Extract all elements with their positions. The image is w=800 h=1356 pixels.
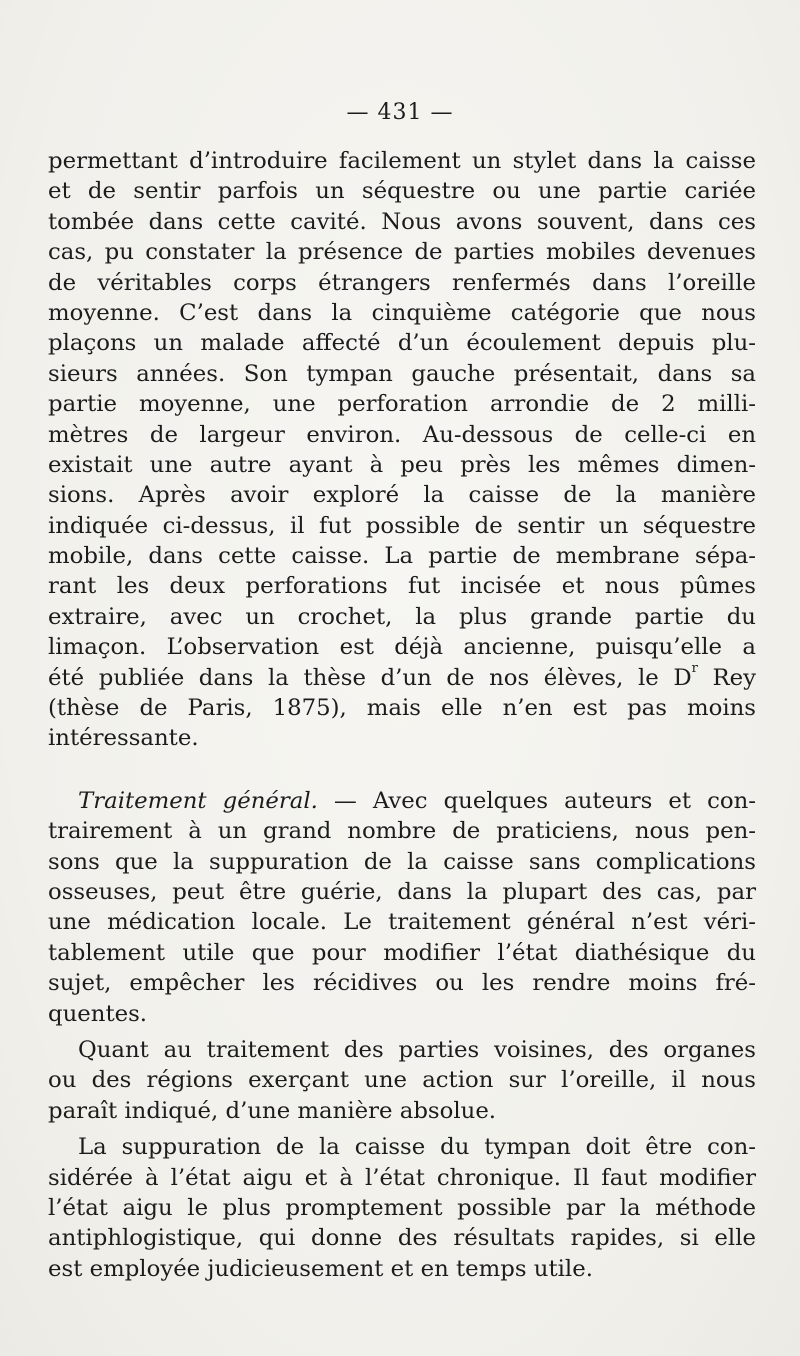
text-line: indiquée ci-dessus, il fut possible de sentir un séquestre: [48, 512, 756, 539]
text-line: sieurs années. Son tympan gauche présentait, dans sa: [48, 360, 756, 387]
text-line: paraît indiqué, d’une manière absolue.: [48, 1097, 497, 1124]
text-line: et de sentir parfois un séquestre ou une partie cariée: [48, 178, 756, 205]
text-line: intéressante.: [48, 725, 199, 752]
text-line: osseuses, peut être guérie, dans la plupart des cas, par: [48, 878, 756, 905]
text-line: sons que la suppuration de la caisse sans complications: [48, 848, 756, 875]
text-line: mobile, dans cette caisse. La partie de membrane sépa-: [48, 543, 756, 570]
body-text: [48, 146, 756, 1284]
page-number: — 431 —: [346, 100, 454, 125]
doctor-abbreviation-superscript: r: [691, 660, 698, 676]
text-line: Quant au traitement des parties voisines, des organes: [78, 1036, 756, 1063]
text-line: La suppuration de la caisse du tympan doit être con-: [78, 1134, 756, 1161]
text-line: mètres de largeur environ. Au-dessous de celle-ci en: [48, 421, 756, 448]
text-line: tombée dans cette cavité. Nous avons souvent, dans ces: [48, 208, 756, 235]
text-segment: — Avec quelques auteurs et con-: [317, 787, 756, 814]
text-line-with-doctor: [48, 660, 756, 693]
doctor-name: Rey: [697, 664, 756, 691]
text-line: l’état aigu le plus promptement possible par la méthode: [48, 1194, 756, 1221]
section-heading: Traitement général.: [78, 787, 318, 814]
text-line: une médication locale. Le traitement général n’est véri-: [48, 909, 756, 936]
text-line: moyenne. C’est dans la cinquième catégorie que nous: [48, 299, 756, 326]
text-line: cas, pu constater la présence de parties mobiles devenues: [48, 239, 756, 266]
text-line: trairement à un grand nombre de praticiens, nous pen-: [48, 818, 756, 845]
text-line: sujet, empêcher les récidives ou les rendre moins fré-: [48, 970, 756, 997]
text-line: permettant d’introduire facilement un stylet dans la caisse: [48, 148, 756, 174]
text-line: rant les deux perforations fut incisée et nous pûmes: [48, 573, 756, 600]
text-line: existait une autre ayant à peu près les mêmes dimen-: [48, 451, 756, 478]
text-line: de véritables corps étrangers renfermés dans l’oreille: [48, 269, 756, 296]
paragraph-spacer: [48, 754, 756, 786]
text-line: tablement utile que pour modifier l’état diathésique du: [48, 939, 756, 966]
text-line: sions. Après avoir exploré la caisse de la manière: [48, 482, 756, 509]
section-heading-line: [48, 786, 756, 816]
text-line: est employée judicieusement et en temps utile.: [48, 1255, 593, 1282]
text-segment: été publiée dans la thèse d’un de nos élèves, le D: [48, 664, 692, 691]
text-line: antiphlogistique, qui donne des résultats rapides, si elle: [48, 1225, 756, 1252]
text-line: plaçons un malade affecté d’un écoulement depuis plu-: [48, 330, 756, 357]
text-line: extraire, avec un crochet, la plus grande partie du: [48, 603, 756, 630]
text-line: limaçon. L’observation est déjà ancienne, puisqu’elle a: [48, 634, 756, 661]
text-line: (thèse de Paris, 1875), mais elle n’en est pas moins: [48, 695, 756, 722]
text-line: ou des régions exerçant une action sur l’oreille, il nous: [48, 1067, 756, 1094]
text-line: partie moyenne, une perforation arrondie de 2 milli-: [48, 391, 756, 418]
text-line: sidérée à l’état aigu et à l’état chronique. Il faut modifier: [48, 1164, 756, 1191]
text-line: quentes.: [48, 1000, 148, 1027]
